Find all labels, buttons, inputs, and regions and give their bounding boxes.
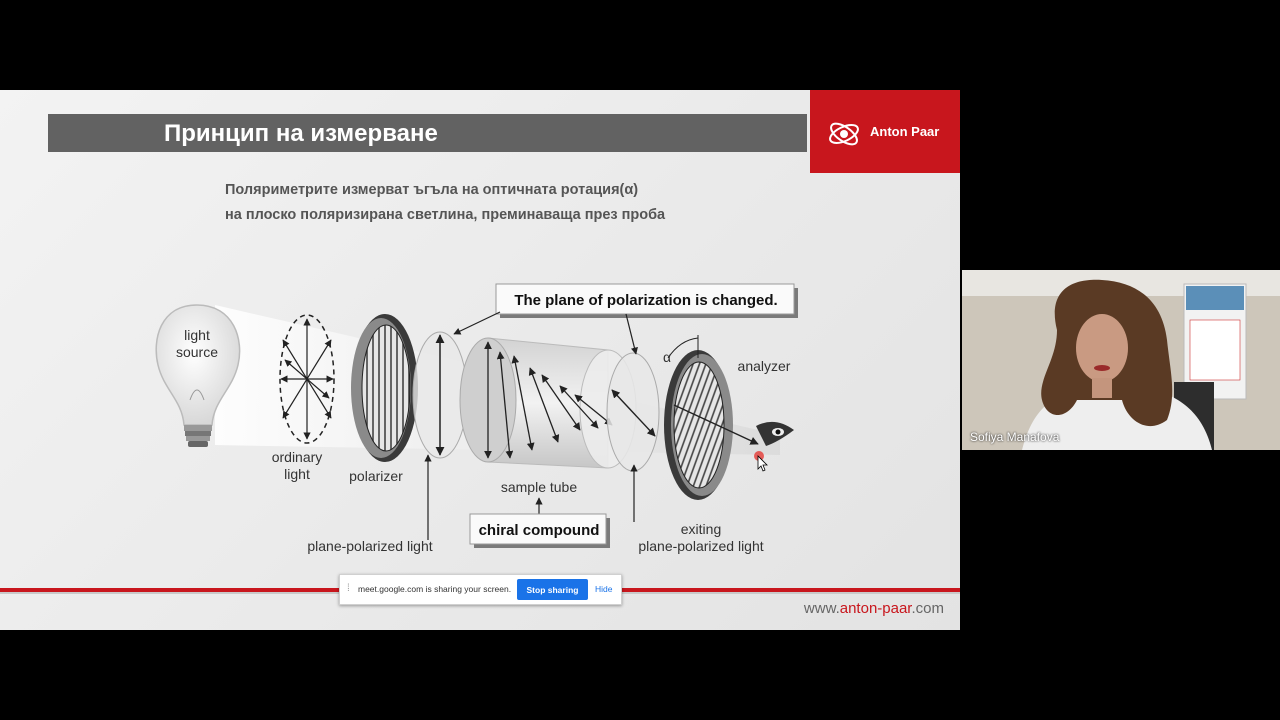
slide-title: Принцип на измерване xyxy=(164,120,438,147)
stop-sharing-button[interactable]: Stop sharing xyxy=(517,579,588,600)
logo-text: Anton Paar xyxy=(870,124,940,139)
exiting-light-disk xyxy=(607,353,659,471)
callout-text: The plane of polarization is changed. xyxy=(514,292,778,309)
screen-share-bar xyxy=(339,574,622,605)
light-source-label: light xyxy=(184,327,210,343)
website-suffix: .com xyxy=(911,600,944,617)
exiting-label: exiting xyxy=(680,521,722,537)
website-brand: anton-paar xyxy=(839,600,912,617)
exiting-label-2: plane-polarized light xyxy=(638,538,764,554)
chiral-compound-label: chiral compound xyxy=(478,522,600,539)
sample-tube-label: sample tube xyxy=(500,479,578,495)
website-url xyxy=(804,600,944,617)
participant-name: Sofiya Manafova xyxy=(970,430,1060,444)
light-source-label-2: source xyxy=(175,344,219,360)
presentation-slide xyxy=(0,90,960,630)
alpha-symbol: α xyxy=(662,349,672,365)
subtitle-line-2: на плоско поляризирана светлина, преминаваща през проба xyxy=(225,207,666,223)
plane-polarized-disk xyxy=(413,332,467,458)
ordinary-light-label-2: light xyxy=(284,466,310,482)
website-prefix: www. xyxy=(803,600,840,617)
participant-video-tile[interactable] xyxy=(962,270,1280,450)
ordinary-light-label: ordinary xyxy=(271,449,323,465)
share-message: meet.google.com is sharing your screen. xyxy=(358,584,512,594)
plane-polarized-light-label: plane-polarized light xyxy=(307,538,433,554)
polarizer-label: polarizer xyxy=(349,468,403,484)
subtitle-line-1: Поляриметрите измерват ъгъла на оптичната ротация(α) xyxy=(225,182,639,198)
drag-handle-icon[interactable]: ⁞ xyxy=(347,583,350,594)
participant-video xyxy=(962,270,1280,450)
hide-button[interactable]: Hide xyxy=(595,584,613,594)
polarizer-icon xyxy=(351,314,418,462)
polarimeter-diagram xyxy=(0,90,960,630)
analyzer-label: analyzer xyxy=(737,358,791,374)
